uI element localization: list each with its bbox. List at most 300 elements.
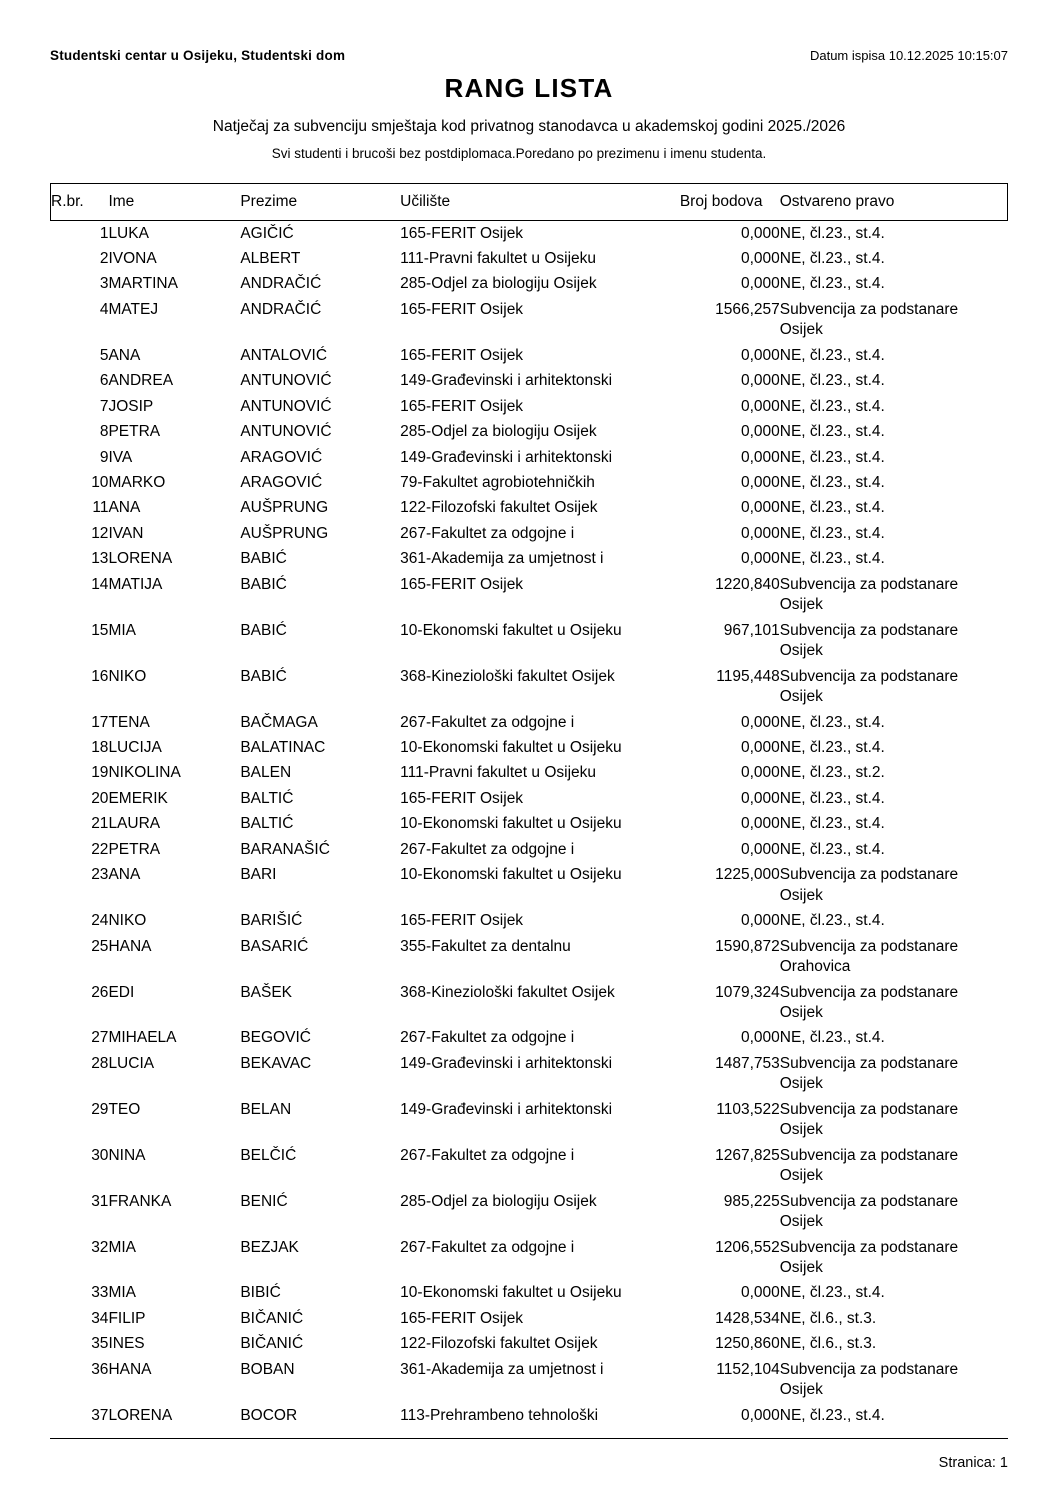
cell-bodovi: 0,000 <box>740 789 780 807</box>
cell-uciliste: 10-Ekonomski fakultet u Osijeku <box>400 1284 622 1302</box>
page-note: Svi studenti i brucoši bez postdiplomaca.Poredano po prezimenu i imenu studenta. <box>271 146 767 161</box>
cell-bodovi: 1152,104 <box>716 1360 780 1378</box>
cell-uciliste: 122-Filozofski fakultet Osijek <box>400 1335 598 1353</box>
cell-uciliste: 368-Kineziološki fakultet Osijek <box>400 983 615 1001</box>
cell-prezime: BEZJAK <box>240 1238 299 1256</box>
table-row <box>51 272 1008 297</box>
cell-pravo <box>780 221 1008 247</box>
cell-pravo <box>780 521 1008 546</box>
cell-pravo <box>780 496 1008 521</box>
cell-bodovi: 0,000 <box>740 224 780 242</box>
table-row <box>51 394 1008 419</box>
cell-bodovi: 0,000 <box>740 713 780 731</box>
column-header-uciliste: Učilište <box>400 184 680 221</box>
pravo-line-2: Osijek <box>779 321 823 339</box>
cell-prezime: BALATINAC <box>240 739 326 757</box>
cell-prezime: AUŠPRUNG <box>240 499 329 517</box>
cell-bodovi: 1487,753 <box>715 1054 780 1072</box>
cell-bodovi: 0,000 <box>740 423 780 441</box>
cell-pravo <box>780 1281 1008 1306</box>
pravo-line-1: NE, čl.23., st.4. <box>779 275 885 293</box>
cell-prezime: BABIĆ <box>240 550 287 568</box>
pravo-line-1: NE, čl.23., st.4. <box>779 524 885 542</box>
table-row <box>51 1332 1008 1357</box>
cell-rbr: 12 <box>91 524 109 542</box>
cell-bodovi: 0,000 <box>740 249 780 267</box>
page-title: RANG LISTA <box>444 73 614 103</box>
cell-ime: HANA <box>108 1360 152 1378</box>
cell-pravo <box>780 934 1008 980</box>
cell-bodovi: 0,000 <box>740 912 780 930</box>
cell-rbr: 33 <box>91 1284 109 1302</box>
cell-bodovi: 0,000 <box>740 840 780 858</box>
cell-uciliste: 267-Fakultet za odgojne i <box>400 1146 575 1164</box>
cell-ime: IVA <box>108 448 133 466</box>
cell-ime: NINA <box>108 1146 146 1164</box>
cell-pravo <box>780 1235 1008 1281</box>
cell-ime: LORENA <box>108 1406 173 1424</box>
cell-uciliste: 361-Akademija za umjetnost i <box>400 1360 604 1378</box>
pravo-line-1: NE, čl.23., st.4. <box>779 739 885 757</box>
cell-rbr: 1 <box>99 224 109 242</box>
pravo-line-1: NE, čl.23., st.4. <box>779 840 885 858</box>
cell-pravo <box>780 710 1008 735</box>
cell-uciliste: 355-Fakultet za dentalnu <box>400 937 571 955</box>
cell-pravo <box>780 736 1008 761</box>
pravo-line-1: NE, čl.23., st.4. <box>779 249 885 267</box>
cell-rbr: 22 <box>91 840 109 858</box>
cell-rbr: 30 <box>91 1146 109 1164</box>
pravo-line-1: Subvencija za podstanare <box>779 983 959 1001</box>
cell-ime: MATEJ <box>108 300 159 318</box>
pravo-line-1: Subvencija za podstanare <box>779 667 959 685</box>
cell-bodovi: 0,000 <box>740 764 780 782</box>
table-row <box>51 934 1008 980</box>
pravo-line-1: Subvencija za podstanare <box>779 1100 959 1118</box>
cell-ime: ANA <box>108 866 141 884</box>
cell-bodovi: 0,000 <box>740 397 780 415</box>
cell-bodovi: 1079,324 <box>715 983 780 1001</box>
cell-prezime: BIČANIĆ <box>240 1335 304 1353</box>
cell-ime: INES <box>108 1335 145 1353</box>
cell-pravo <box>780 1189 1008 1235</box>
cell-pravo <box>780 1332 1008 1357</box>
table-row <box>51 445 1008 470</box>
table-row <box>51 547 1008 572</box>
cell-pravo <box>780 1051 1008 1097</box>
pravo-line-1: NE, čl.23., st.4. <box>779 550 885 568</box>
cell-prezime: BABIĆ <box>240 575 287 593</box>
cell-pravo <box>780 246 1008 271</box>
cell-rbr: 34 <box>91 1309 109 1327</box>
cell-rbr: 11 <box>92 499 109 517</box>
cell-pravo <box>780 420 1008 445</box>
cell-pravo <box>780 863 1008 909</box>
table-row <box>51 909 1008 934</box>
cell-prezime: ANDRAČIĆ <box>240 300 322 318</box>
pravo-line-2: Osijek <box>779 1258 823 1276</box>
footer-divider <box>50 1438 1008 1439</box>
cell-uciliste: 111-Pravni fakultet u Osijeku <box>400 249 597 267</box>
cell-uciliste: 79-Fakultet agrobiotehničkih <box>400 474 595 492</box>
cell-uciliste: 165-FERIT Osijek <box>400 224 524 242</box>
cell-prezime: BENIĆ <box>240 1192 288 1210</box>
table-row <box>51 572 1008 618</box>
cell-pravo <box>780 1306 1008 1331</box>
cell-prezime: BEKAVAC <box>240 1054 312 1072</box>
column-header-pravo: Ostvareno pravo <box>780 184 1008 221</box>
cell-uciliste: 267-Fakultet za odgojne i <box>400 713 575 731</box>
cell-bodovi: 0,000 <box>740 739 780 757</box>
table-row <box>51 297 1008 343</box>
cell-pravo <box>780 980 1008 1026</box>
pravo-line-1: NE, čl.23., st.4. <box>779 815 885 833</box>
pravo-line-1: Subvencija za podstanare <box>779 937 959 955</box>
column-header-ime: Ime <box>108 184 240 221</box>
cell-rbr: 31 <box>91 1192 109 1210</box>
cell-uciliste: 285-Odjel za biologiju Osijek <box>400 423 597 441</box>
cell-rbr: 9 <box>99 448 109 466</box>
page-number: Stranica: 1 <box>938 1455 1008 1471</box>
cell-rbr: 32 <box>91 1238 109 1256</box>
cell-uciliste: 285-Odjel za biologiju Osijek <box>400 275 597 293</box>
table-row <box>51 221 1008 247</box>
cell-rbr: 23 <box>91 866 109 884</box>
pravo-line-1: Subvencija za podstanare <box>779 1146 959 1164</box>
cell-uciliste: 267-Fakultet za odgojne i <box>400 840 575 858</box>
cell-prezime: BABIĆ <box>240 621 287 639</box>
cell-rbr: 20 <box>91 789 109 807</box>
cell-rbr: 29 <box>91 1100 109 1118</box>
pravo-line-1: NE, čl.23., st.4. <box>779 912 885 930</box>
cell-bodovi: 0,000 <box>740 346 780 364</box>
cell-ime: NIKO <box>108 667 147 685</box>
table-row <box>51 761 1008 786</box>
cell-bodovi: 985,225 <box>723 1192 780 1210</box>
cell-uciliste: 368-Kineziološki fakultet Osijek <box>400 667 615 685</box>
pravo-line-1: NE, čl.23., st.4. <box>779 372 885 390</box>
cell-prezime: BOBAN <box>240 1360 295 1378</box>
cell-bodovi: 0,000 <box>740 1284 780 1302</box>
cell-pravo <box>780 343 1008 368</box>
cell-rbr: 6 <box>99 372 109 390</box>
cell-prezime: BEGOVIĆ <box>240 1029 311 1047</box>
cell-ime: NIKO <box>108 912 147 930</box>
cell-prezime: ARAGOVIĆ <box>240 448 323 466</box>
cell-uciliste: 165-FERIT Osijek <box>400 397 524 415</box>
cell-uciliste: 267-Fakultet za odgojne i <box>400 1238 575 1256</box>
cell-prezime: ANTALOVIĆ <box>240 346 328 364</box>
cell-rbr: 15 <box>91 621 109 639</box>
table-row <box>51 618 1008 664</box>
page-subtitle: Natječaj za subvenciju smještaja kod privatnog stanodavca u akademskoj godini 2025./2026 <box>212 118 846 135</box>
cell-ime: NIKOLINA <box>108 764 181 782</box>
cell-ime: MIA <box>108 1238 136 1256</box>
cell-prezime: BARI <box>240 866 277 884</box>
column-header-prezime: Prezime <box>240 184 400 221</box>
cell-ime: ANA <box>108 346 141 364</box>
cell-bodovi: 1225,000 <box>715 866 780 884</box>
cell-bodovi: 1590,872 <box>715 937 780 955</box>
cell-ime: EMERIK <box>108 789 168 807</box>
cell-rbr: 27 <box>91 1029 109 1047</box>
table-row <box>51 521 1008 546</box>
pravo-line-1: NE, čl.23., st.4. <box>779 499 885 517</box>
pravo-line-1: NE, čl.23., st.4. <box>779 474 885 492</box>
cell-ime: JOSIP <box>108 397 154 415</box>
column-header-rbr: R.br. <box>51 184 109 221</box>
table-row <box>51 1026 1008 1051</box>
table-row <box>51 1306 1008 1331</box>
cell-rbr: 7 <box>99 397 109 415</box>
pravo-line-1: Subvencija za podstanare <box>779 300 959 318</box>
cell-ime: MARTINA <box>108 275 178 293</box>
table-row <box>51 246 1008 271</box>
cell-ime: HANA <box>108 937 152 955</box>
cell-pravo <box>780 1403 1008 1428</box>
cell-pravo <box>780 1097 1008 1143</box>
pravo-line-1: NE, čl.23., st.4. <box>779 1029 885 1047</box>
cell-pravo <box>780 369 1008 394</box>
cell-pravo <box>780 1026 1008 1051</box>
pravo-line-1: Subvencija za podstanare <box>779 621 959 639</box>
pravo-line-2: Osijek <box>779 596 823 614</box>
pravo-line-1: NE, čl.6., st.3. <box>779 1309 877 1327</box>
cell-uciliste: 10-Ekonomski fakultet u Osijeku <box>400 739 622 757</box>
pravo-line-1: NE, čl.23., st.4. <box>779 713 885 731</box>
cell-ime: EDI <box>108 983 135 1001</box>
pravo-line-2: Osijek <box>779 1075 823 1093</box>
cell-ime: MATIJA <box>108 575 163 593</box>
cell-uciliste: 149-Građevinski i arhitektonski <box>400 372 613 390</box>
cell-rbr: 28 <box>91 1054 109 1072</box>
cell-uciliste: 285-Odjel za biologiju Osijek <box>400 1192 597 1210</box>
pravo-line-1: Subvencija za podstanare <box>779 1360 959 1378</box>
cell-uciliste: 10-Ekonomski fakultet u Osijeku <box>400 621 622 639</box>
cell-ime: LAURA <box>108 815 161 833</box>
cell-pravo <box>780 1143 1008 1189</box>
cell-ime: LUKA <box>108 224 149 242</box>
cell-ime: PETRA <box>108 840 161 858</box>
table-row <box>51 1189 1008 1235</box>
cell-bodovi: 0,000 <box>740 815 780 833</box>
cell-rbr: 16 <box>91 667 109 685</box>
cell-prezime: BASARIĆ <box>240 937 309 955</box>
cell-prezime: ANTUNOVIĆ <box>240 423 332 441</box>
table-body <box>51 221 1008 1429</box>
cell-uciliste: 149-Građevinski i arhitektonski <box>400 1100 613 1118</box>
cell-uciliste: 165-FERIT Osijek <box>400 1309 524 1327</box>
cell-bodovi: 1428,534 <box>715 1309 780 1327</box>
cell-ime: IVONA <box>108 249 157 267</box>
cell-pravo <box>780 761 1008 786</box>
cell-ime: IVAN <box>108 524 144 542</box>
cell-prezime: BALTIĆ <box>240 815 294 833</box>
cell-rbr: 17 <box>91 713 109 731</box>
cell-bodovi: 0,000 <box>740 1406 780 1424</box>
cell-rbr: 26 <box>91 983 109 1001</box>
pravo-line-2: Osijek <box>779 642 823 660</box>
cell-bodovi: 0,000 <box>740 550 780 568</box>
cell-uciliste: 165-FERIT Osijek <box>400 789 524 807</box>
cell-rbr: 25 <box>91 937 109 955</box>
cell-prezime: BARIŠIĆ <box>240 912 303 930</box>
cell-rbr: 5 <box>99 346 109 364</box>
document-header <box>50 48 1008 63</box>
cell-prezime: BALTIĆ <box>240 789 294 807</box>
pravo-line-2: Osijek <box>779 688 823 706</box>
cell-ime: PETRA <box>108 423 161 441</box>
pravo-line-1: NE, čl.23., st.4. <box>779 423 885 441</box>
cell-pravo <box>780 297 1008 343</box>
table-row <box>51 1403 1008 1428</box>
cell-rbr: 13 <box>91 550 109 568</box>
cell-bodovi: 0,000 <box>740 524 780 542</box>
table-row <box>51 710 1008 735</box>
table-header <box>51 184 1008 221</box>
table-row <box>51 812 1008 837</box>
cell-ime: ANA <box>108 499 141 517</box>
organization-name: Studentski centar u Osijeku, Studentski dom <box>50 48 346 63</box>
cell-ime: ANDREA <box>108 372 174 390</box>
cell-prezime: BAŠEK <box>240 983 293 1001</box>
cell-rbr: 14 <box>91 575 109 593</box>
pravo-line-2: Osijek <box>779 1381 823 1399</box>
cell-bodovi: 0,000 <box>740 499 780 517</box>
cell-uciliste: 165-FERIT Osijek <box>400 300 524 318</box>
cell-rbr: 10 <box>91 474 109 492</box>
cell-ime: LUCIA <box>108 1054 155 1072</box>
cell-uciliste: 10-Ekonomski fakultet u Osijeku <box>400 815 622 833</box>
table-row <box>51 837 1008 862</box>
print-date: Datum ispisa 10.12.2025 10:15:07 <box>809 48 1008 63</box>
cell-uciliste: 165-FERIT Osijek <box>400 575 524 593</box>
cell-prezime: BALEN <box>240 764 292 782</box>
table-row <box>51 664 1008 710</box>
cell-ime: MIHAELA <box>108 1029 177 1047</box>
table-row <box>51 1143 1008 1189</box>
table-row <box>51 980 1008 1026</box>
table-row <box>51 736 1008 761</box>
pravo-line-1: NE, čl.6., st.3. <box>779 1335 877 1353</box>
cell-prezime: BELAN <box>240 1100 292 1118</box>
cell-pravo <box>780 618 1008 664</box>
cell-prezime: ALBERT <box>240 249 301 267</box>
cell-bodovi: 1566,257 <box>715 300 780 318</box>
cell-pravo <box>780 786 1008 811</box>
cell-bodovi: 1267,825 <box>715 1146 780 1164</box>
cell-ime: TENA <box>108 713 150 731</box>
cell-pravo <box>780 572 1008 618</box>
cell-uciliste: 10-Ekonomski fakultet u Osijeku <box>400 866 622 884</box>
table-header-row <box>51 184 1008 221</box>
cell-uciliste: 122-Filozofski fakultet Osijek <box>400 499 598 517</box>
cell-uciliste: 361-Akademija za umjetnost i <box>400 550 604 568</box>
table-row <box>51 1051 1008 1097</box>
cell-uciliste: 111-Pravni fakultet u Osijeku <box>400 764 597 782</box>
table-row <box>51 420 1008 445</box>
cell-pravo <box>780 837 1008 862</box>
pravo-line-1: Subvencija za podstanare <box>779 866 959 884</box>
cell-ime: FRANKA <box>108 1192 172 1210</box>
cell-prezime: AUŠPRUNG <box>240 524 329 542</box>
cell-uciliste: 113-Prehrambeno tehnološki <box>400 1406 599 1424</box>
pravo-line-1: Subvencija za podstanare <box>779 1192 959 1210</box>
cell-bodovi: 0,000 <box>740 1029 780 1047</box>
pravo-line-1: NE, čl.23., st.4. <box>779 448 885 466</box>
cell-bodovi: 1250,860 <box>715 1335 780 1353</box>
pravo-line-1: NE, čl.23., st.4. <box>779 224 885 242</box>
pravo-line-1: NE, čl.23., st.4. <box>779 789 885 807</box>
cell-uciliste: 267-Fakultet za odgojne i <box>400 1029 575 1047</box>
pravo-line-1: NE, čl.23., st.4. <box>779 397 885 415</box>
cell-ime: TEO <box>108 1100 141 1118</box>
cell-rbr: 21 <box>91 815 109 833</box>
cell-uciliste: 149-Građevinski i arhitektonski <box>400 448 613 466</box>
table-row <box>51 1357 1008 1403</box>
table-row <box>51 1097 1008 1143</box>
cell-rbr: 18 <box>91 739 109 757</box>
pravo-line-1: NE, čl.23., st.4. <box>779 1284 885 1302</box>
cell-uciliste: 165-FERIT Osijek <box>400 346 524 364</box>
cell-pravo <box>780 909 1008 934</box>
table-row <box>51 471 1008 496</box>
cell-rbr: 8 <box>99 423 109 441</box>
column-header-bodovi: Broj bodova <box>680 184 780 221</box>
pravo-line-2: Osijek <box>779 886 823 904</box>
pravo-line-1: NE, čl.23., st.4. <box>779 1406 885 1424</box>
pravo-line-1: NE, čl.23., st.2. <box>779 764 885 782</box>
pravo-line-1: Subvencija za podstanare <box>779 1054 959 1072</box>
cell-bodovi: 0,000 <box>740 474 780 492</box>
cell-ime: LORENA <box>108 550 173 568</box>
table-row <box>51 496 1008 521</box>
table-row <box>51 1281 1008 1306</box>
cell-ime: MARKO <box>108 474 166 492</box>
pravo-line-2: Osijek <box>779 1121 823 1139</box>
cell-rbr: 36 <box>91 1360 109 1378</box>
ranking-table <box>50 183 1008 1429</box>
pravo-line-2: Osijek <box>779 1213 823 1231</box>
cell-rbr: 35 <box>91 1335 109 1353</box>
cell-prezime: ARAGOVIĆ <box>240 474 323 492</box>
cell-uciliste: 267-Fakultet za odgojne i <box>400 524 575 542</box>
cell-pravo <box>780 272 1008 297</box>
cell-rbr: 4 <box>99 300 109 318</box>
pravo-line-1: NE, čl.23., st.4. <box>779 346 885 364</box>
table-row <box>51 863 1008 909</box>
table-row <box>51 369 1008 394</box>
cell-rbr: 3 <box>99 275 109 293</box>
cell-pravo <box>780 445 1008 470</box>
table-row <box>51 1235 1008 1281</box>
pravo-line-2: Osijek <box>779 1167 823 1185</box>
cell-bodovi: 1103,522 <box>716 1100 780 1118</box>
cell-ime: MIA <box>108 1284 136 1302</box>
cell-pravo <box>780 394 1008 419</box>
cell-prezime: ANTUNOVIĆ <box>240 397 332 415</box>
cell-bodovi: 1195,448 <box>716 667 780 685</box>
cell-ime: LUCIJA <box>108 739 162 757</box>
pravo-line-1: Subvencija za podstanare <box>779 575 959 593</box>
cell-bodovi: 1220,840 <box>715 575 780 593</box>
cell-bodovi: 0,000 <box>740 372 780 390</box>
cell-uciliste: 165-FERIT Osijek <box>400 912 524 930</box>
cell-bodovi: 0,000 <box>740 448 780 466</box>
cell-pravo <box>780 664 1008 710</box>
pravo-line-2: Orahovica <box>779 958 851 976</box>
cell-bodovi: 1206,552 <box>715 1238 780 1256</box>
